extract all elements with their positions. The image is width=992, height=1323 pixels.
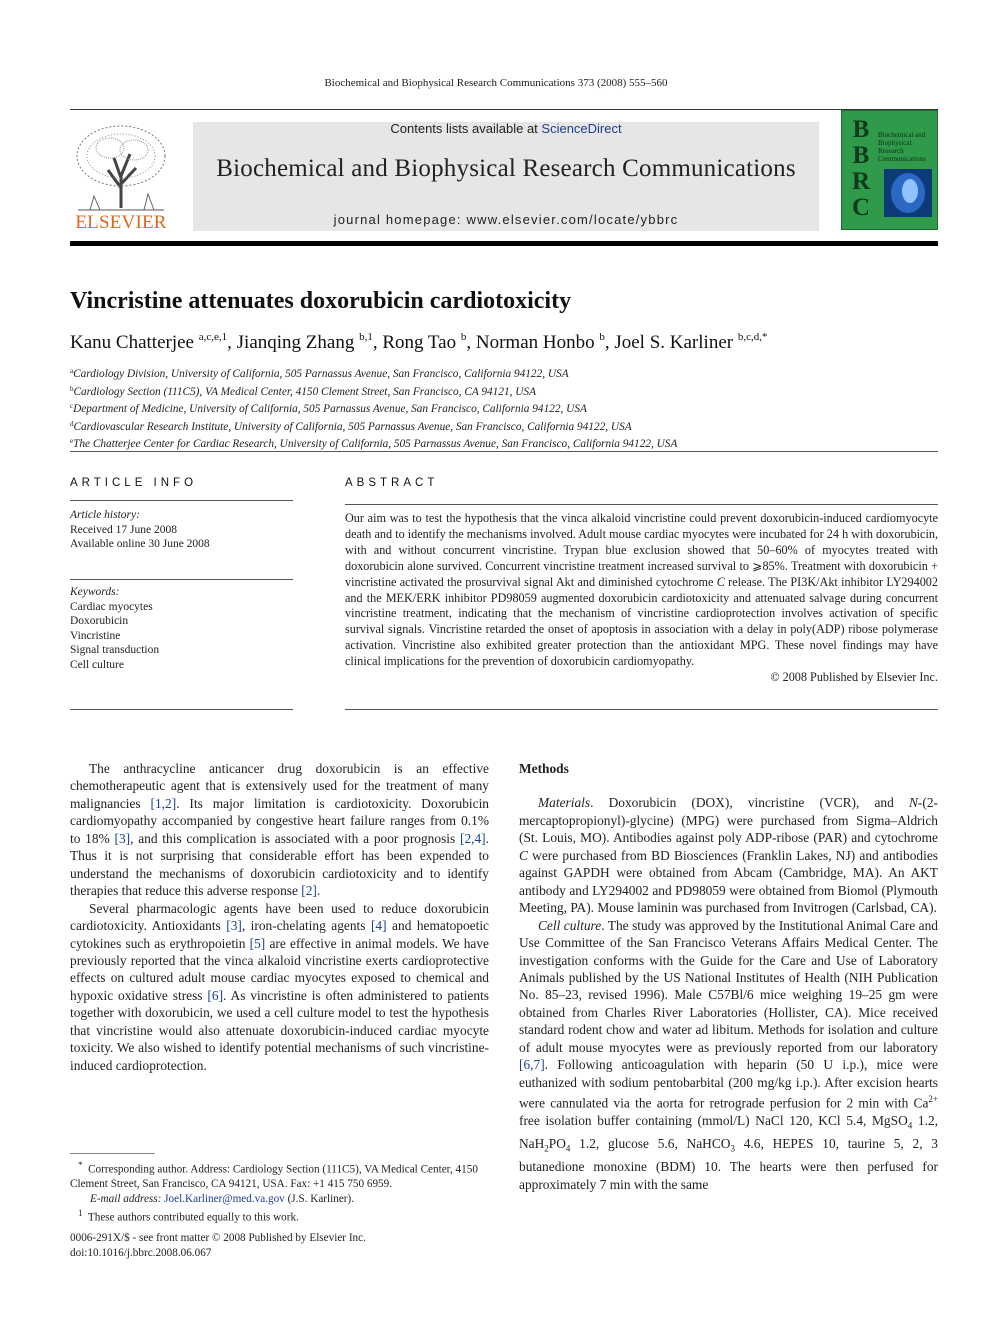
corresponding-author-note: * Corresponding author. Address: Cardiology Section (111C5), VA Medical Center, 4150 Clement Street, San Francisco, CA 94121, USA. Fax: +1 415 750 6959. xyxy=(70,1160,478,1191)
received-date: Received 17 June 2008 xyxy=(70,523,177,536)
journal-cover xyxy=(841,110,938,230)
intro-paragraph: The anthracycline anticancer drug doxorubicin is an effective chemotherapeutic agent that is extensively used for the treatment of many malignancies [1,2]. Its major limitation is cardiotoxicity. Doxorubicin cardiomyopathy accompanied by congestive heart failure ranges from 0.1% to 18% [3], and this complication is associated with a poor prognosis [2,4]. Thus it is not surprising that considerable effort has been expended to understand the mechanisms of doxorubicin cardiotoxicity and to identify therapies that reduce this adverse response [2]. xyxy=(70,761,490,899)
author-name[interactable]: Rong Tao xyxy=(382,332,457,353)
affiliation: $^c$Department of Medicine, University of California, 505 Parnassus Avenue, San Francisco, California 94122, USA xyxy=(70,402,587,415)
email-link[interactable]: Joel.Karliner@med.va.gov xyxy=(164,1192,285,1205)
journal-title: Biochemical and Biophysical Research Communications xyxy=(216,155,796,182)
methods-column xyxy=(519,760,938,1193)
author-list: Kanu Chatterjee $^{a,c,e,1}$, Jianqing Zhang $^{b,1}$, Rong Tao $^b$, Norman Honbo $^b$, Joel S. Karliner $^{b,c,d,*}$ xyxy=(70,331,768,353)
keywords-label: Keywords: xyxy=(70,586,120,598)
affiliation: $^d$Cardiovascular Research Institute, University of California, 505 Parnassus Avenue, San Francisco, California 94122, USA xyxy=(70,419,632,433)
header-thick-rule xyxy=(70,241,938,246)
footnotes xyxy=(70,1158,489,1225)
abstract-rule xyxy=(345,504,938,505)
reference-link[interactable]: [2] xyxy=(301,883,317,899)
abstract-bottom-rule xyxy=(345,709,938,710)
cover-letter: C xyxy=(851,194,871,221)
author-name[interactable]: Norman Honbo xyxy=(475,332,595,353)
keyword: Cardiac myocytes xyxy=(70,600,153,613)
equal-contribution-note: $^1$ These authors contributed equally to this work. xyxy=(78,1208,299,1224)
doi-line[interactable]: doi:10.1016/j.bbrc.2008.06.067 xyxy=(70,1246,212,1259)
author-affil-marks[interactable]: b xyxy=(599,331,605,343)
journal-homepage[interactable]: journal homepage: www.elsevier.com/locate/ybbrc xyxy=(333,212,679,227)
reference-link[interactable]: [6,7] xyxy=(519,1057,545,1073)
cell-culture-paragraph: Cell culture. The study was approved by the Institutional Animal Care and Use Committee of the San Francisco Veterans Affairs Medical Center. The investigation conforms with the Guide for the Care and Use of Laboratory Animals published by the US National Institutes of Health (NIH Publication No. 85–23, revised 1996). Male C57Bl/6 mice weighing 19–25 gm were obtained from Charles River Laboratories (Hollister, CA). Mice received standard rodent chow and water ad libitum. Methods for isolation and culture of adult mouse myocytes were as previously reported from our laboratory [6,7]. Following anticoagulation with heparin (50 U i.p.), mice were euthanized with sodium pentobarbital (200 mg/kg i.p.). After excision hearts were cannulated via the aorta for retrograde perfusion for 2 min with $Ca^{2+}$ free isolation buffer containing (mmol/L) NaCl 120, KCl 5.4, MgSO$_4$ 1.2, $NaH_2PO_4$ 1.2, glucose 5.6, NaHCO$_3$ 4.6, HEPES 10, taurine 5, 2, 3 butanedione monoxine (BDM) 10. The hearts were then perfused for approximately 7 min with the same xyxy=(519,917,939,1192)
reference-link[interactable]: [1,2] xyxy=(150,795,177,811)
materials-paragraph: Materials. Doxorubicin (DOX), vincristine (VCR), and N-(2-mercaptopropionyl)-glycine) (MPG) were purchased from Sigma–Aldrich (St. Louis, MO). Antibodies against poly ADP-ribose (PAR) and cytochrome C were purchased from BD Biosciences (Franklin Lakes, NJ) and antibodies against GAPDH were obtained from Abcam (Cambridge, MA). An AKT antibody and LY294002 and PD98059 were obtained from Biomol (Plymouth Meeting, PA). Mouse laminin was purchased from Invitrogen (Carlsbad, CA). xyxy=(519,795,938,916)
sciencedirect-link[interactable]: ScienceDirect xyxy=(541,121,622,136)
affiliations-rule xyxy=(70,451,938,452)
info-bottom-rule xyxy=(70,709,293,710)
reference-link[interactable]: [6] xyxy=(207,987,224,1003)
reference-link[interactable]: [4] xyxy=(370,918,387,934)
affiliations xyxy=(70,364,677,452)
author-name[interactable]: Joel S. Karliner xyxy=(614,332,734,353)
keyword: Signal transduction xyxy=(70,644,160,656)
author-name[interactable]: Jianqing Zhang xyxy=(236,332,355,353)
keyword: Vincristine xyxy=(70,629,121,642)
article-info-heading: ARTICLE INFO xyxy=(70,477,198,489)
keyword: Cell culture xyxy=(70,658,124,671)
keyword: Doxorubicin xyxy=(70,615,129,627)
affiliation: $^b$Cardiology Section (111C5), VA Medical Center, 4150 Clement Street, San Francisco, CA 94121, USA xyxy=(70,384,536,398)
cover-text: Biochemical and Biophysical Research Communications xyxy=(878,131,926,163)
author-affil-marks[interactable]: b,1 xyxy=(359,331,373,343)
keywords-rule xyxy=(70,579,293,580)
abstract-text: Our aim was to test the hypothesis that the vinca alkaloid vincristine could prevent doxorubicin-induced cardiomyocyte death and to identify the mechanisms involved. Adult mouse cardiac myocytes were incubated for 24 h with doxorubicin, with and without concurrent vincristine. Trypan blue exclusion showed that 50–60% of myocytes treated with doxorubicin alone survived. Concurrent vincristine treatment increased survival to ⩾85%. Treatment with doxorubicin + vincristine activated the prosurvival signal Akt and diminished cytochrome C release. The PI3K/Akt inhibitor LY294002 and the MEK/ERK inhibitor PD98059 augmented doxorubicin cardiotoxicity and attenuated salvage during concurrent vincristine treatment, indicating that the mechanism of vincristine cardioprotection involves activation of specific survival signals. Vincristine retarded the onset of apoptosis in association with a delay in poly(ADP) ribose polymerase activation. Vincristine also exhibited greater protection than the antioxidant MPG. These novel findings may have clinical implications for the prevention of doxorubicin cardiomyopathy. © 2008 Published by Elsevier Inc. xyxy=(345,511,938,685)
cover-image xyxy=(884,169,932,217)
author-affil-marks[interactable]: b xyxy=(460,331,467,343)
author-affil-marks[interactable]: a,c,e,1 xyxy=(198,331,228,343)
cover-letter: B xyxy=(852,116,870,143)
footnote-rule xyxy=(70,1153,155,1154)
header-rule xyxy=(70,109,938,110)
keywords xyxy=(70,585,159,672)
contents-prefix: Contents lists available at xyxy=(390,121,542,136)
history-label: Article history: xyxy=(70,509,140,521)
journal-citation: Biochemical and Biophysical Research Communications 373 (2008) 555–560 xyxy=(324,77,668,89)
online-date: Available online 30 June 2008 xyxy=(70,538,210,550)
author-name[interactable]: Kanu Chatterjee xyxy=(70,332,194,353)
reference-link[interactable]: [3] xyxy=(226,918,242,934)
reference-link[interactable]: [2,4] xyxy=(459,830,486,846)
issn-line: 0006-291X/$ - see front matter © 2008 Published by Elsevier Inc. xyxy=(70,1232,366,1244)
contents-line xyxy=(193,121,819,136)
article-history xyxy=(70,508,210,552)
affiliation: $^e$The Chatterjee Center for Cardiac Research, University of California, 505 Parnassus Avenue, San Francisco, California 94122, USA xyxy=(70,437,678,450)
reference-link[interactable]: [3] xyxy=(114,830,131,846)
cover-letter: R xyxy=(851,168,871,195)
intro-column xyxy=(70,760,489,1074)
email-note: E-mail address: Joel.Karliner@med.va.gov (J.S. Karliner). xyxy=(90,1192,355,1205)
front-matter-info xyxy=(70,1231,366,1260)
article-info-rule xyxy=(70,500,293,501)
intro-paragraph: Several pharmacologic agents have been used to reduce doxorubicin cardiotoxicity. Antioxidants [3], iron-chelating agents [4] and hematopoetic cytokines such as erythropoietin [5] are effective in animal models. We have previously reported that the vinca alkaloid vincristine exerts cardioprotective effects on cultured adult mouse cardiac myocytes exposed to chemical and hypoxic oxidative stress [6]. As vincristine is often administered to patients together with doxorubicin, we used a cell culture model to test the hypothesis that vincristine would also attenuate doxorubicin-induced cardiac myocyte toxicity. We also wished to identify potential mechanisms of such vincristine-induced cardioprotection. xyxy=(70,900,489,1073)
author-affil-marks[interactable]: b,c,d,* xyxy=(737,331,768,343)
affiliation: $^a$Cardiology Division, University of California, 505 Parnassus Avenue, San Francisco, California 94122, USA xyxy=(70,367,569,380)
article-title: Vincristine attenuates doxorubicin cardiotoxicity xyxy=(70,288,572,314)
reference-link[interactable]: [5] xyxy=(249,935,266,951)
abstract-heading: ABSTRACT xyxy=(345,477,439,489)
methods-heading: Methods xyxy=(519,761,569,776)
abstract-copyright: © 2008 Published by Elsevier Inc. xyxy=(770,670,938,685)
cover-letter: B xyxy=(852,142,870,169)
elsevier-wordmark: ELSEVIER xyxy=(75,212,167,233)
